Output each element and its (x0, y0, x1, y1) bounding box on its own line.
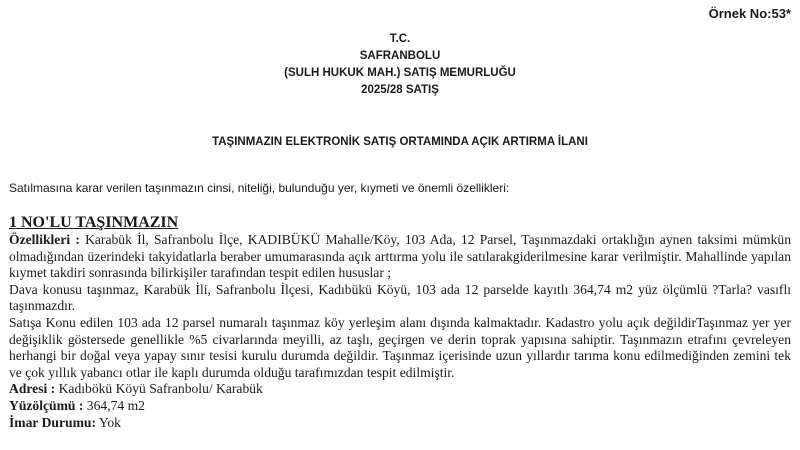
features-paragraph (9, 232, 791, 282)
country-line: T.C. (389, 33, 411, 45)
property-details (9, 232, 791, 431)
area-value: 364,74 m2 (86, 397, 145, 413)
address-row (9, 381, 791, 398)
address-value: Kadıbökü Köyü Safranbolu/ Karabük (58, 381, 263, 397)
sample-number: Örnek No:53* (708, 6, 791, 21)
area-label: Yüzölçümü : (9, 397, 84, 413)
address-label: Adresi : (9, 381, 56, 397)
features-text: Karabük İl, Safranbolu İlçe, KADIBÜKÜ Mahalle/Köy, 103 Ada, 12 Parsel, Taşınmazdaki ortaklığın aynen taksimi mümkün olmadığından üzerindeki takyidatlarla beraber umumarasında açık arttırma yolu ile satılarakgiderilmesine karar verilmiştir. Mahallinde yapılan kıymet takdiri sonrasında bilirkişiler tarafından tespit edilen hususlar ; (9, 232, 792, 281)
features-label: Özellikleri : (9, 232, 80, 247)
city-line: SAFRANBOLU (359, 50, 441, 62)
property-paragraph-2: Dava konusu taşınmaz, Karabük İli, Safranbolu İlçesi, Kadıbükü Köyü, 103 ada 12 parselde kayıtlı 364,74 m2 yüz ölçümlü ?Tarla? vasıflı taşınmazdır. (9, 281, 791, 314)
zoning-row (9, 415, 791, 432)
file-number: 2025/28 SATIŞ (361, 84, 439, 96)
office-heading (9, 0, 791, 99)
property-title: 1 NO'LU TAŞINMAZIN (9, 214, 179, 231)
notice-title: TAŞINMAZIN ELEKTRONİK SATIŞ ORTAMINDA AÇIK ARTIRMA İLANI (212, 136, 588, 148)
property-paragraph-3: Satışa Konu edilen 103 ada 12 parsel numaralı taşınmaz köy yerleşim alanı dışında kalmaktadır. Kadastro yolu açık değildirTaşınmaz yer yer değişiklik göstersede genellikle %5 civarlarında meyilli, az taşlı, geçirgen ve derin toprak yapısına sahiptir. Taşınmazın etrafını çevreleyen herhangi bir doğal veya yapay sınır tesisi kurulu durumda değildir. Taşınmaz içerisinde uzun yıllardır tarıma konu edilmediğinden zemini tek ve çok yıllık yabancı otlar ile kaplı durumda olduğu tarafımızdan tespit edilmiştir. (9, 314, 791, 380)
area-row (9, 398, 791, 415)
office-line: (SULH HUKUK MAH.) SATIŞ MEMURLUĞU (284, 67, 516, 79)
zoning-value: Yok (98, 414, 121, 430)
intro-text: Satılmasına karar verilen taşınmazın cinsi, niteliği, bulunduğu yer, kıymeti ve önemli özellikleri: (9, 181, 510, 195)
zoning-label: İmar Durumu: (9, 414, 96, 430)
